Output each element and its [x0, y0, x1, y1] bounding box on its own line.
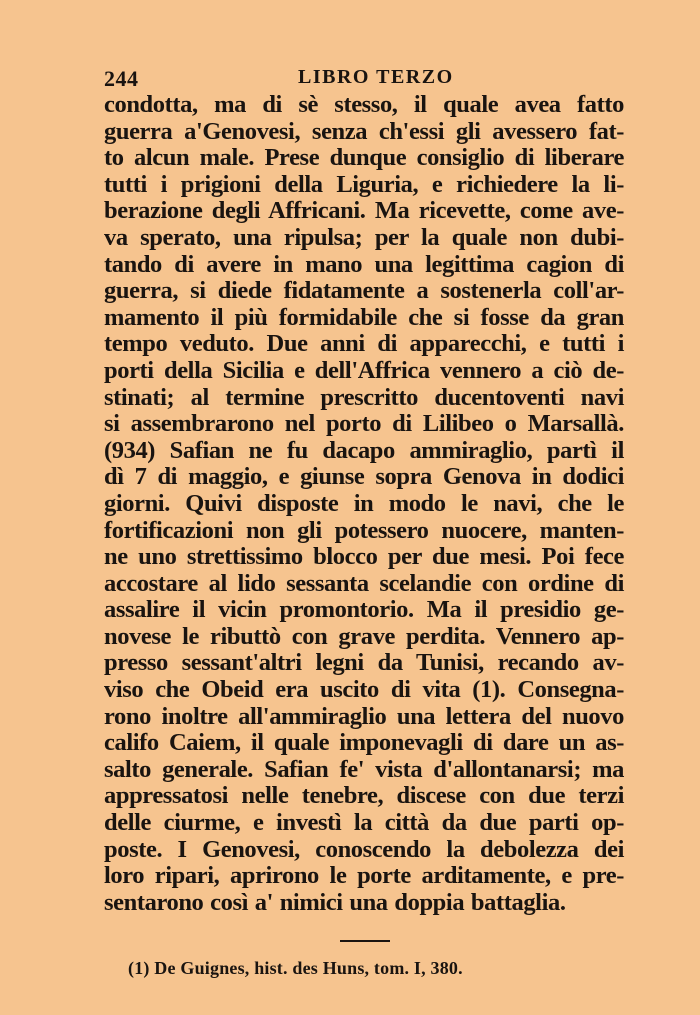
- text-line: califo Caiem, il quale imponevagli di dare un as-: [104, 729, 624, 757]
- text-line: viso che Obeid era uscito di vita (1). Consegna-: [104, 676, 624, 704]
- text-line: tutti i prigioni della Liguria, e richiedere la li-: [104, 170, 624, 198]
- text-line: loro ripari, aprirono le porte arditamente, e pre-: [104, 862, 624, 890]
- page-number: 244: [104, 66, 139, 91]
- text-line: salto generale. Safian fe' vista d'allontanarsi; ma: [104, 755, 624, 783]
- body-text: [104, 92, 624, 916]
- text-line: porti della Sicilia e dell'Affrica vennero a ciò de-: [104, 356, 624, 384]
- text-line: poste. I Genovesi, conoscendo la debolezza dei: [104, 835, 624, 863]
- text-line: assalire il vicin promontorio. Ma il presidio ge-: [104, 596, 624, 624]
- text-line: appressatosi nelle tenebre, discese con due terzi: [104, 782, 624, 810]
- running-head: [104, 66, 624, 94]
- text-line: condotta, ma di sè stesso, il quale avea fatto: [104, 91, 624, 118]
- text-line: fortificazioni non gli potessero nuocere, manten-: [104, 516, 624, 544]
- text-line: delle ciurme, e investì la città da due parti op-: [104, 809, 624, 837]
- text-line: ne uno strettissimo blocco per due mesi. Poi fece: [104, 543, 624, 571]
- text-line: stinati; al termine prescritto ducentoventi navi: [104, 383, 624, 411]
- text-line: presso sessant'altri legni da Tunisi, recando av-: [104, 649, 624, 677]
- text-line: si assembrarono nel porto di Lilibeo o Marsallà.: [104, 410, 624, 438]
- text-line: va sperato, una ripulsa; per la quale non dubi-: [104, 223, 624, 251]
- text-line: dì 7 di maggio, e giunse sopra Genova in dodici: [104, 463, 624, 491]
- text-line: tando di avere in mano una legittima cagion di: [104, 250, 624, 278]
- text-line: (934) Safian ne fu dacapo ammiraglio, partì il: [104, 436, 624, 464]
- text-line: guerra, si diede fidatamente a sostenerla coll'ar-: [104, 277, 624, 305]
- text-line: mamento il più formidabile che si fosse da gran: [104, 303, 624, 331]
- text-line: accostare al lido sessanta scelandie con ordine di: [104, 569, 624, 597]
- text-line: rono inoltre all'ammiraglio una lettera del nuovo: [104, 702, 624, 730]
- text-line: berazione degli Affricani. Ma ricevette, come ave-: [104, 197, 624, 225]
- text-line: to alcun male. Prese dunque consiglio di liberare: [104, 144, 624, 172]
- footnote: (1) De Guignes, hist. des Huns, tom. I, 380.: [128, 958, 463, 978]
- running-title: LIBRO TERZO: [298, 66, 454, 88]
- text-line: sentarono così a' nimici una doppia battaglia.: [104, 888, 566, 916]
- text-line: novese le ributtò con grave perdita. Vennero ap-: [104, 622, 624, 650]
- footnote-separator: [340, 940, 390, 942]
- text-line: giorni. Quivi disposte in modo le navi, che le: [104, 489, 624, 517]
- text-line: guerra a'Genovesi, senza ch'essi gli avessero fat-: [104, 117, 624, 145]
- text-line: tempo veduto. Due anni di apparecchi, e tutti i: [104, 330, 624, 358]
